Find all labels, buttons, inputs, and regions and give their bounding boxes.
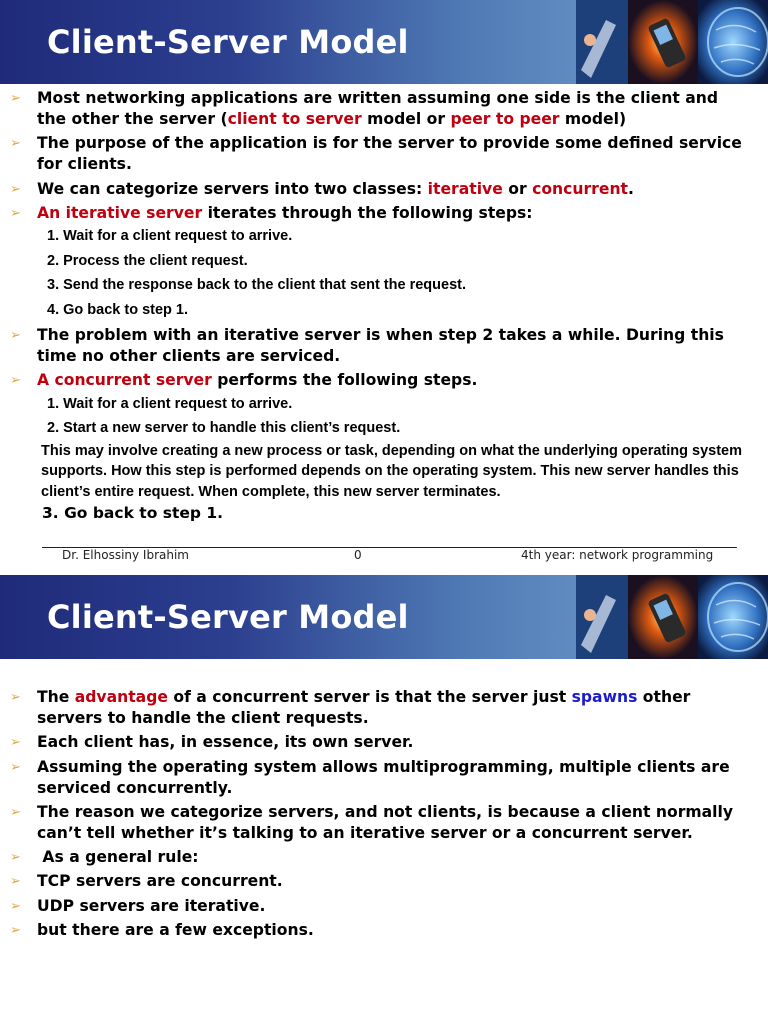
iterative-step: 3. Send the response back to the client that sent the request. <box>47 277 466 294</box>
bullet-client-server-models: ➢ Most networking applications are written assuming one side is the client and the other the server (client to server model or peer to peer model) <box>10 89 719 128</box>
title-banner <box>0 0 768 84</box>
bullet-advantage: ➢ The advantage of a concurrent server is that the server just spawns other servers to handle the client requests. <box>10 688 691 727</box>
iterative-step: 4. Go back to step 1. <box>47 301 189 318</box>
concurrent-step: 2. Start a new server to handle this client’s request. <box>47 420 401 437</box>
bullet-udp: ➢ UDP servers are iterative. <box>10 896 266 915</box>
iterative-step: 1. Wait for a client request to arrive. <box>47 228 293 245</box>
arrow-bullet-icon: ➢ <box>10 328 21 344</box>
bullet-own-server: ➢ Each client has, in essence, its own server. <box>10 733 414 752</box>
arrow-bullet-icon: ➢ <box>10 874 21 890</box>
slide1-bullet-list <box>0 88 768 523</box>
concurrent-note: This may involve creating a new process or task, depending on what the underlying operating system supports. How this step is performed depends on the operating system. This new server handles this client’s entire request. When complete, this new server terminates. <box>41 442 742 500</box>
footer-page-number: 0 <box>354 548 362 562</box>
bullet-categorize-reason: ➢ The reason we categorize servers, and not clients, is because a client normally can’t tell whether it’s talking to an iterative server or a concurrent server. <box>10 802 734 842</box>
iterative-step: 2. Process the client request. <box>47 252 248 269</box>
arrow-bullet-icon: ➢ <box>10 136 21 152</box>
arrow-bullet-icon: ➢ <box>10 923 21 939</box>
bullet-exceptions: ➢ but there are a few exceptions. <box>10 921 314 940</box>
arrow-bullet-icon: ➢ <box>10 850 21 866</box>
tech-collage-svg <box>576 575 768 659</box>
arrow-bullet-icon: ➢ <box>10 759 21 775</box>
concurrent-step-3: 3. Go back to step 1. <box>42 504 224 523</box>
bullet-general-rule: ➢ As a general rule: <box>10 848 199 867</box>
footer-course: 4th year: network programming <box>521 548 714 562</box>
concurrent-step: 1. Wait for a client request to arrive. <box>47 395 293 412</box>
bullet-categories: ➢ We can categorize servers into two classes: iterative or concurrent. <box>10 179 634 198</box>
bullet-tcp: ➢ TCP servers are concurrent. <box>10 872 283 891</box>
tech-collage-image <box>576 575 768 659</box>
tech-collage-image <box>576 0 768 84</box>
arrow-bullet-icon: ➢ <box>10 373 21 389</box>
arrow-bullet-icon: ➢ <box>10 735 21 751</box>
slide-title: Client-Server Model <box>47 23 409 61</box>
arrow-bullet-icon: ➢ <box>10 181 21 197</box>
slide2-bullet-list <box>0 687 768 944</box>
slide-title: Client-Server Model <box>47 598 409 636</box>
arrow-bullet-icon: ➢ <box>10 205 21 221</box>
footer-author: Dr. Elhossiny Ibrahim <box>62 548 189 562</box>
arrow-bullet-icon: ➢ <box>10 804 21 820</box>
bullet-concurrent-server: ➢ A concurrent server performs the following steps. <box>10 371 478 390</box>
bullet-purpose: ➢ The purpose of the application is for the server to provide some defined service for clients. <box>10 134 742 174</box>
bullet-iterative-server: ➢ An iterative server iterates through the following steps: <box>10 203 533 222</box>
arrow-bullet-icon: ➢ <box>10 690 21 705</box>
slide-2 <box>0 575 768 1024</box>
bullet-problem: ➢ The problem with an iterative server is when step 2 takes a while. During this time no other clients are serviced. <box>10 326 724 366</box>
arrow-bullet-icon: ➢ <box>10 91 21 106</box>
arrow-bullet-icon: ➢ <box>10 898 21 914</box>
tech-collage-svg <box>576 0 768 84</box>
bullet-multiprogramming: ➢ Assuming the operating system allows multiprogramming, multiple clients are serviced concurrently. <box>10 757 730 797</box>
title-banner <box>0 575 768 659</box>
